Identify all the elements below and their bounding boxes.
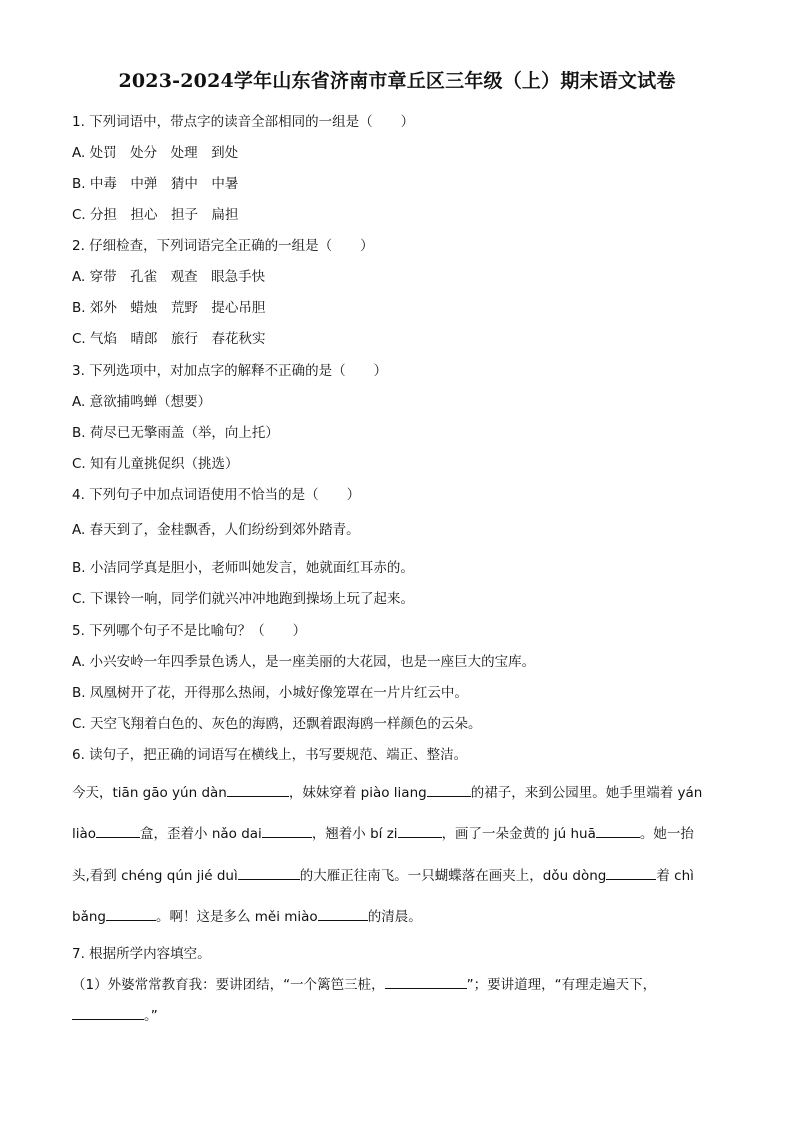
- question-1-option-c: C. 分担 担心 担子 扁担: [72, 207, 239, 223]
- question-6-paragraph-line-2: liào 盒，歪着小 nǎo dai ，翘着小 bí zi ，画了一朵金黄的 jú huā 。她一抬: [72, 826, 694, 842]
- question-5-option-b: B. 凤凰树开了花，开得那么热闹，小城好像笼罩在一片片红云中。: [72, 685, 468, 701]
- question-3-option-a: A. 意欲捕鸣蝉（想要）: [72, 394, 212, 410]
- question-2-option-a: A. 穿带 孔雀 观查 眼急手快: [72, 269, 266, 285]
- answer-blank[interactable]: [318, 908, 368, 921]
- question-1-stem: 1. 下列词语中，带点字的读音全部相同的一组是（ ）: [72, 114, 415, 130]
- question-6-stem: 6. 读句子，把正确的词语写在横线上，书写要规范、端正、整洁。: [72, 747, 468, 763]
- question-6-paragraph-line-1: 今天，tiān gāo yún dàn ，妹妹穿着 piào liang 的裙子，来到公园里。她手里端着 yán: [72, 785, 703, 801]
- question-6-paragraph-line-4: bǎng 。啊！这是多么 měi miào 的清晨。: [72, 909, 422, 925]
- question-2-option-c: C. 气焰 晴郎 旅行 春花秋实: [72, 331, 266, 347]
- question-5-option-c: C. 天空飞翔着白色的、灰色的海鸥，还飘着跟海鸥一样颜色的云朵。: [72, 716, 482, 732]
- answer-blank[interactable]: [427, 784, 471, 797]
- question-1-option-a: A. 处罚 处分 处理 到处: [72, 145, 239, 161]
- question-7-item-1-continued: 。”: [72, 1004, 158, 1024]
- answer-blank[interactable]: [72, 1007, 144, 1020]
- question-1-option-b: B. 中毒 中弹 猜中 中暑: [72, 176, 239, 192]
- question-4-stem: 4. 下列句子中加点词语使用不恰当的是（ ）: [72, 487, 361, 503]
- answer-blank[interactable]: [606, 867, 656, 880]
- question-3-option-b: B. 荷尽已无擎雨盖（举，向上托）: [72, 425, 279, 441]
- answer-blank[interactable]: [227, 784, 289, 797]
- question-2-option-b: B. 郊外 蜡烛 荒野 提心吊胆: [72, 300, 266, 316]
- question-7-item-1: （1）外婆常常教育我：要讲团结，“一个篱笆三桩， ”；要讲道理，“有理走遍天下，: [72, 977, 657, 993]
- question-4-option-c: C. 下课铃一响，同学们就兴冲冲地跑到操场上玩了起来。: [72, 591, 415, 607]
- question-5-option-a: A. 小兴安岭一年四季景色诱人，是一座美丽的大花园，也是一座巨大的宝库。: [72, 654, 536, 670]
- question-6-paragraph-line-3: 头,看到 chéng qún jié duì 的大雁正往南飞。一只蝴蝶落在画夹上，dǒu dòng 着 chì: [72, 868, 694, 884]
- question-4-option-b: B. 小洁同学真是胆小，老师叫她发言，她就面红耳赤的。: [72, 560, 414, 576]
- question-7-stem: 7. 根据所学内容填空。: [72, 946, 211, 962]
- answer-blank[interactable]: [398, 825, 442, 838]
- question-2-stem: 2. 仔细检查，下列词语完全正确的一组是（ ）: [72, 238, 374, 254]
- answer-blank[interactable]: [596, 825, 640, 838]
- question-3-option-c: C. 知有儿童挑促织（挑选）: [72, 456, 239, 472]
- answer-blank[interactable]: [385, 976, 467, 989]
- answer-blank[interactable]: [262, 825, 312, 838]
- answer-blank[interactable]: [96, 825, 140, 838]
- question-3-stem: 3. 下列选项中，对加点字的解释不正确的是（ ）: [72, 363, 388, 379]
- question-4-option-a: A. 春天到了，金桂飘香，人们纷纷到郊外踏青。: [72, 522, 360, 538]
- question-5-stem: 5. 下列哪个句子不是比喻句？（ ）: [72, 623, 307, 639]
- answer-blank[interactable]: [238, 867, 300, 880]
- answer-blank[interactable]: [106, 908, 156, 921]
- page-title: 2023-2024学年山东省济南市章丘区三年级（上）期末语文试卷: [118, 70, 676, 92]
